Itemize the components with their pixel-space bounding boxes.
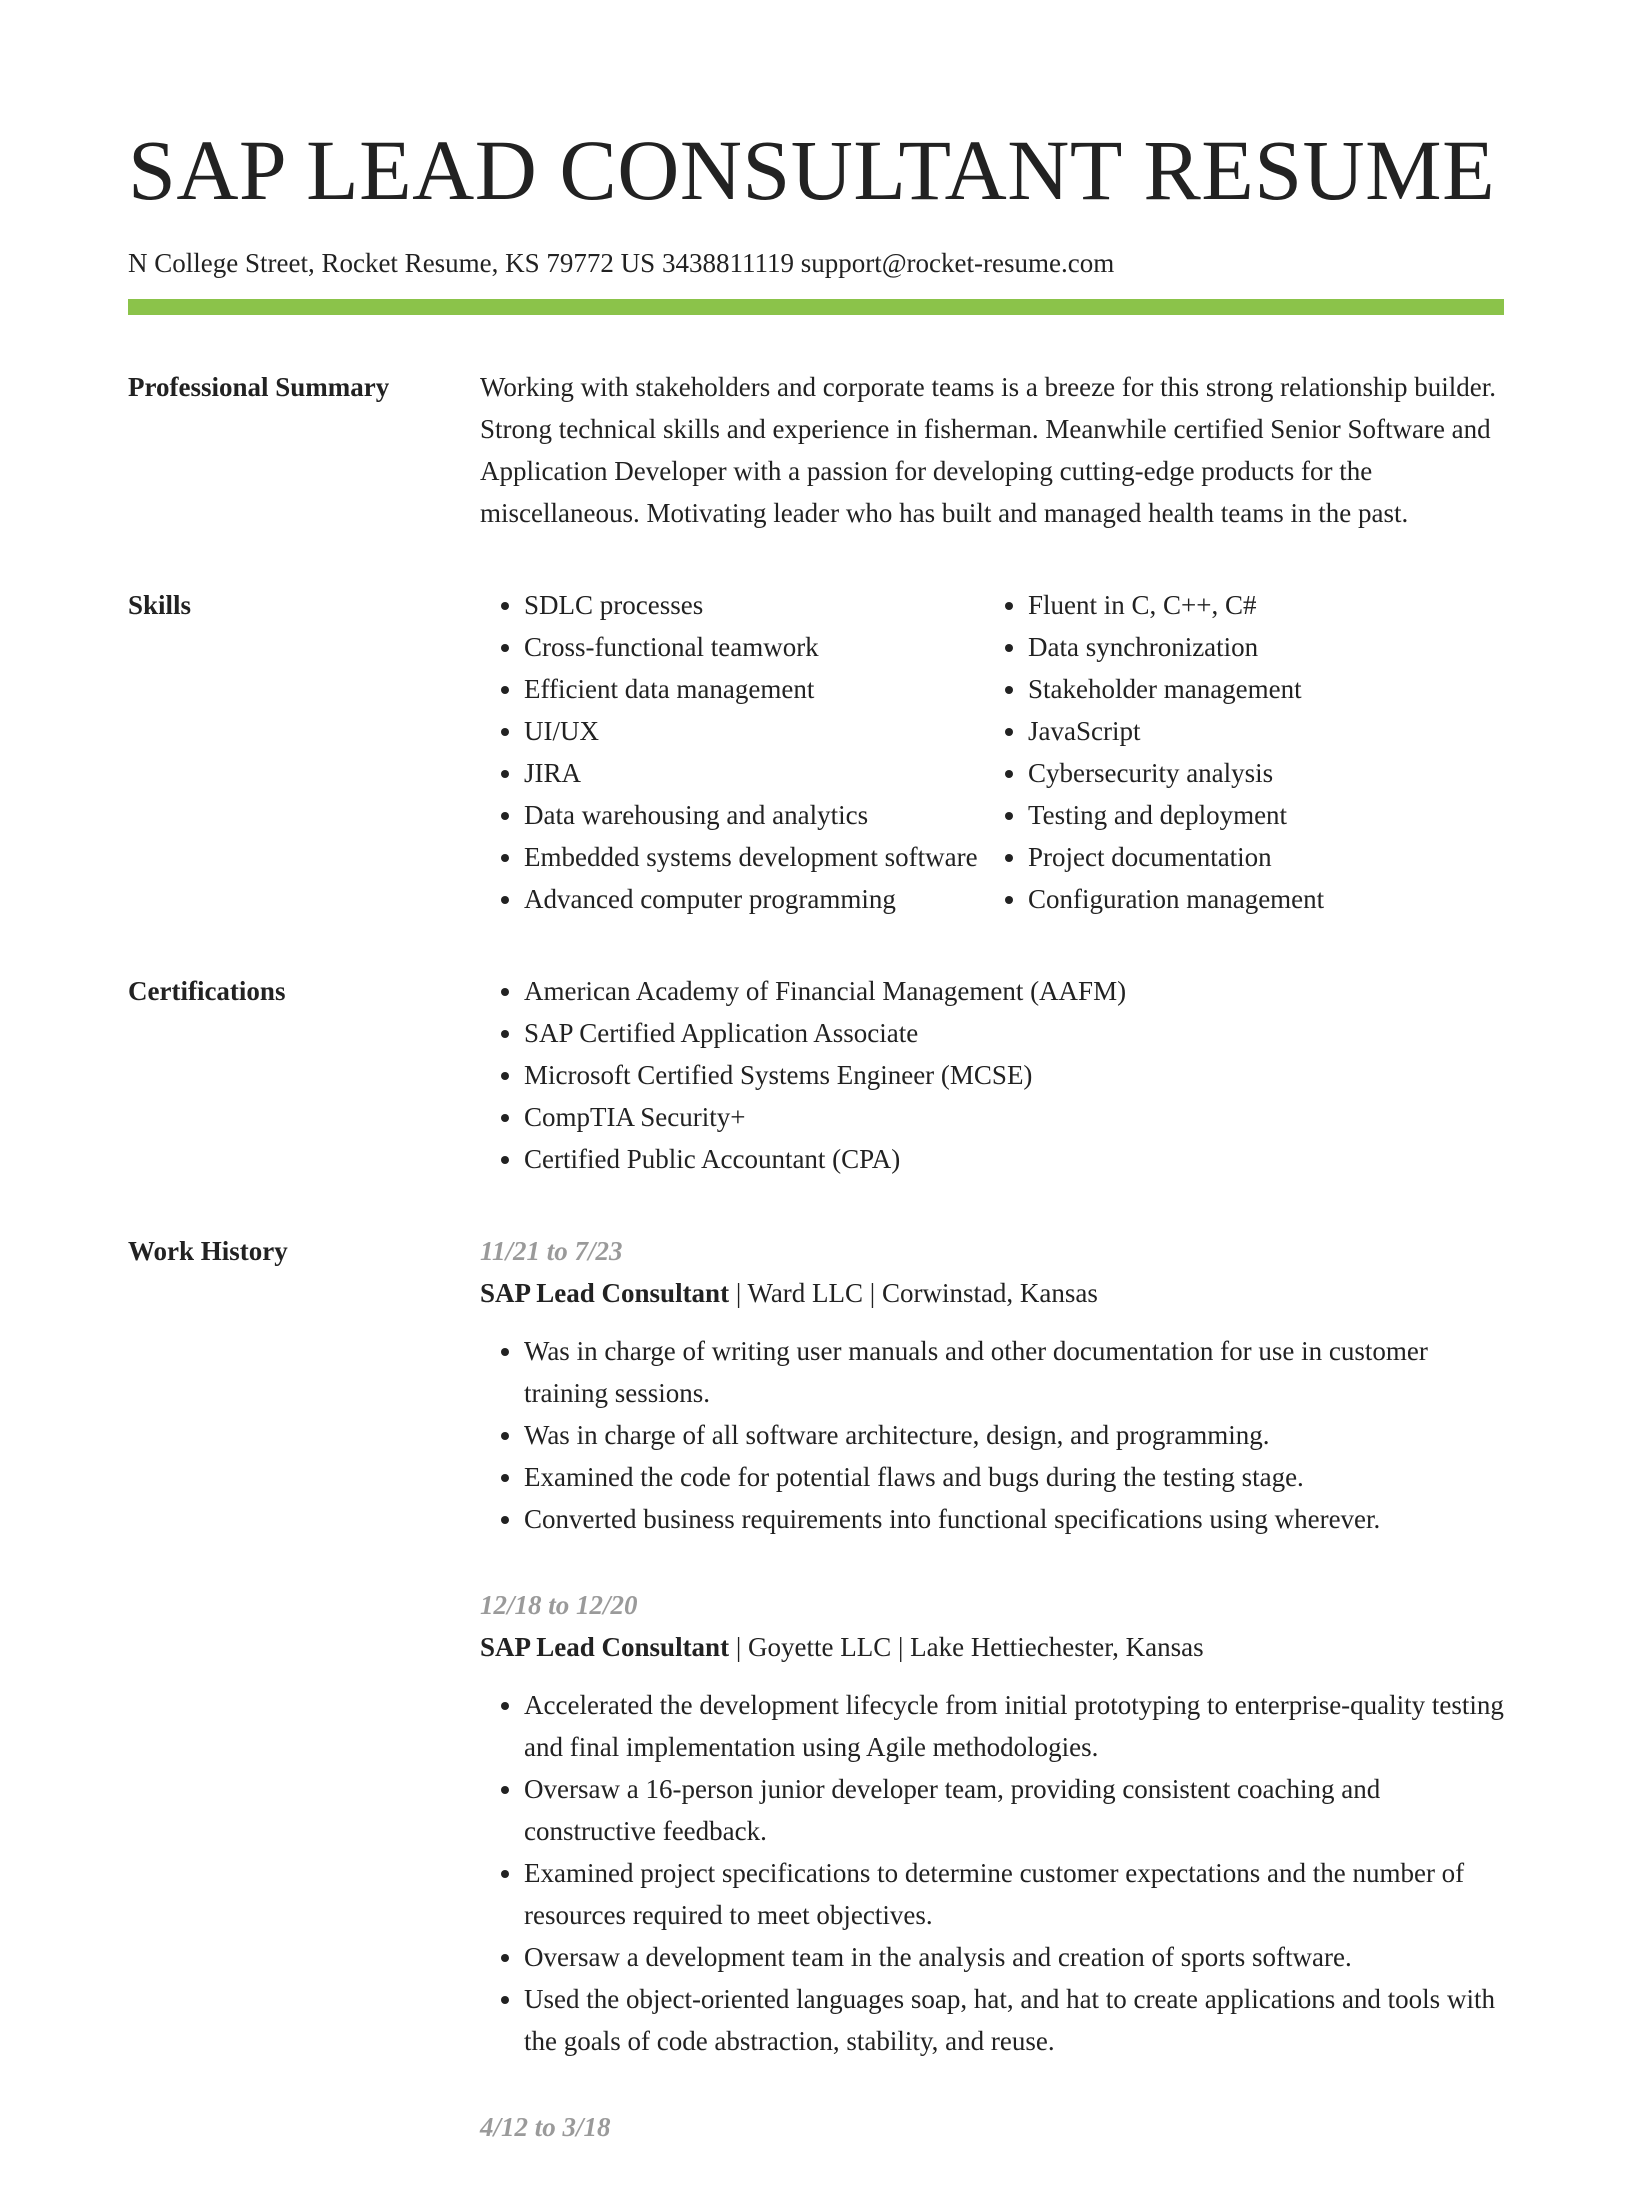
skill-item: • Project documentation xyxy=(1028,836,1488,878)
certifications-section xyxy=(128,970,1504,1180)
job-entry xyxy=(480,2106,1504,2148)
job-details: | Goyette LLC | Lake Hettiechester, Kansas xyxy=(729,1632,1204,1662)
skill-item: • Configuration management xyxy=(1028,878,1488,920)
section-label-certifications: Certifications xyxy=(128,976,286,1006)
skills-list-left xyxy=(480,584,984,920)
job-bullet: • Used the object-oriented languages soap, hat, and hat to create applications and tools with the goals of code abstraction, stability, and reuse. xyxy=(524,1978,1504,2062)
skill-item: • Cross-functional teamwork xyxy=(524,626,984,668)
certification-item: • SAP Certified Application Associate xyxy=(524,1012,1504,1054)
skill-item: • JIRA xyxy=(524,752,984,794)
skill-item: • SDLC processes xyxy=(524,584,984,626)
job-entry xyxy=(480,1584,1504,2062)
accent-divider xyxy=(128,299,1504,315)
certification-item: • American Academy of Financial Management (AAFM) xyxy=(524,970,1504,1012)
job-title: SAP Lead Consultant xyxy=(480,1278,730,1308)
skill-item: • Advanced computer programming xyxy=(524,878,984,920)
job-details: | Ward LLC | Corwinstad, Kansas xyxy=(729,1278,1098,1308)
summary-text: Working with stakeholders and corporate teams is a breeze for this strong relationship builder. Strong technical skills and experience in fisherman. Meanwhile certified Senior Software and Application Developer with a passion for developing cutting-edge products for the miscellaneous. Motivating leader who has built and managed health teams in the past. xyxy=(480,372,1497,528)
resume-page xyxy=(128,0,1504,2192)
job-bullet: • Oversaw a development team in the analysis and creation of sports software. xyxy=(524,1936,1504,1978)
job-entry xyxy=(480,1230,1504,1540)
work-history-section xyxy=(128,1230,1504,2192)
skill-item: • Efficient data management xyxy=(524,668,984,710)
summary-section xyxy=(128,366,1504,534)
job-bullet: • Converted business requirements into functional specifications using wherever. xyxy=(524,1498,1504,1540)
certification-item: • Microsoft Certified Systems Engineer (MCSE) xyxy=(524,1054,1504,1096)
section-label-skills: Skills xyxy=(128,590,192,620)
job-heading xyxy=(480,1272,1504,1314)
job-bullet: • Accelerated the development lifecycle from initial prototyping to enterprise-quality testing and final implementation using Agile methodologies. xyxy=(524,1684,1504,1768)
contact-info: N College Street, Rocket Resume, KS 79772 US 3438811119 support@rocket-resume.com xyxy=(128,248,1115,278)
section-label-summary: Professional Summary xyxy=(128,372,390,402)
skill-item: • Data synchronization xyxy=(1028,626,1488,668)
job-title: SAP Lead Consultant xyxy=(480,1632,730,1662)
resume-title: SAP LEAD CONSULTANT RESUME xyxy=(128,122,1496,218)
job-bullet: • Examined project specifications to determine customer expectations and the number of resources required to meet objectives. xyxy=(524,1852,1504,1936)
job-bullets xyxy=(480,1684,1504,2062)
skill-item: • UI/UX xyxy=(524,710,984,752)
job-bullet: • Was in charge of writing user manuals and other documentation for use in customer training sessions. xyxy=(524,1330,1504,1414)
skill-item: • Testing and deployment xyxy=(1028,794,1488,836)
certifications-list xyxy=(480,970,1504,1180)
skill-item: • Embedded systems development software xyxy=(524,836,984,878)
job-heading xyxy=(480,1626,1504,1668)
job-dates: 4/12 to 3/18 xyxy=(480,2112,611,2142)
job-dates: 11/21 to 7/23 xyxy=(480,1236,623,1266)
skill-item: • Stakeholder management xyxy=(1028,668,1488,710)
job-dates: 12/18 to 12/20 xyxy=(480,1590,638,1620)
job-bullets xyxy=(480,1330,1504,1540)
job-bullet: • Examined the code for potential flaws and bugs during the testing stage. xyxy=(524,1456,1504,1498)
skills-list-right xyxy=(984,584,1488,920)
certification-item: • Certified Public Accountant (CPA) xyxy=(524,1138,1504,1180)
certification-item: • CompTIA Security+ xyxy=(524,1096,1504,1138)
section-label-work-history: Work History xyxy=(128,1236,288,1266)
job-bullet: • Oversaw a 16-person junior developer team, providing consistent coaching and constructive feedback. xyxy=(524,1768,1504,1852)
skill-item: • JavaScript xyxy=(1028,710,1488,752)
skill-item: • Fluent in C, C++, C# xyxy=(1028,584,1488,626)
skill-item: • Data warehousing and analytics xyxy=(524,794,984,836)
skills-section xyxy=(128,584,1504,920)
job-bullet: • Was in charge of all software architecture, design, and programming. xyxy=(524,1414,1504,1456)
skill-item: • Cybersecurity analysis xyxy=(1028,752,1488,794)
